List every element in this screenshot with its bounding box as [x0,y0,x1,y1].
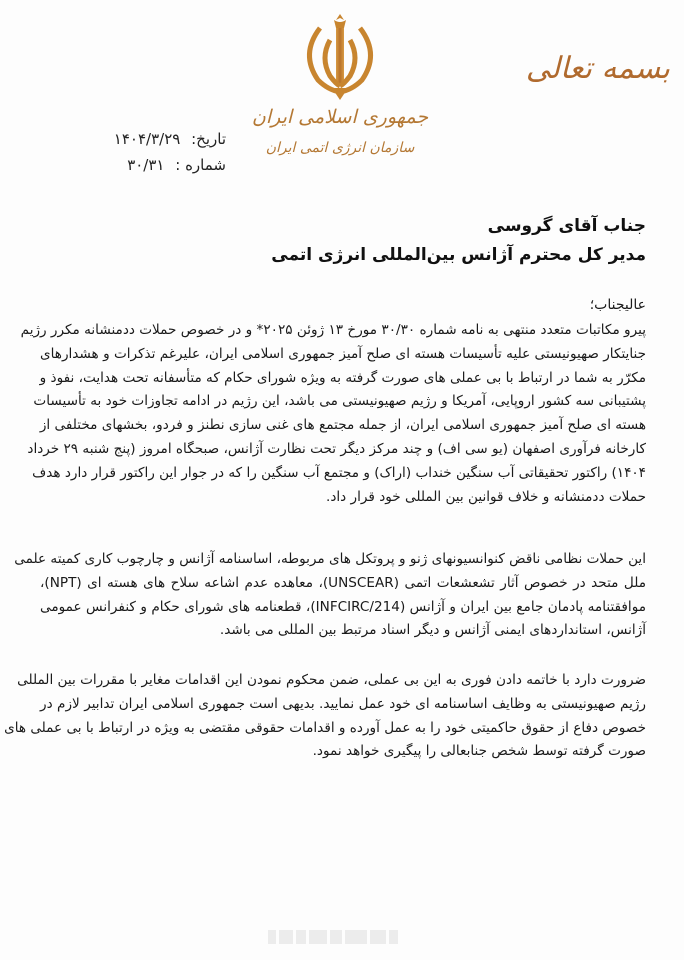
date-label: تاریخ: [191,130,226,148]
paragraph-line: ملل متحد در خصوص آثار تشعشعات اتمی (UNSCEAR)، معاهده عدم اشاعه سلاح های هسته ای (NPT)، [40,574,646,591]
addressee-title: مدیر کل محترم آژانس بین‌المللی انرژی اتمی [271,245,646,265]
paragraph-line: کارخانه فرآوری اصفهان (یو سی اف) و چند مرکز دیگر تحت نظارت آژانس، صبحگاه امروز (پنج شنبه ۲۹ خرداد [27,440,646,457]
organization-logo [232,4,448,174]
paragraph-line: مکرّر به شما در ارتباط با بی عملی های صورت گرفته به ویژه شورای حکام که متأسفانه تحت هدایت، نفوذ و [39,369,646,386]
paragraph-line: صورت گرفته توسط شخص جنابعالی را پیگیری خواهد نمود. [312,743,646,760]
paragraph-line: هسته ای صلح آمیز جمهوری اسلامی ایران، از جمله مجتمع های غنی سازی نطنز و فردو، بخشهای مختلفی از [39,417,646,434]
paragraph-line: موافقتنامه پادمان جامع بین ایران و آژانس (INFCIRC/214)، قطعنامه های شورای حکام و کنفرانس عمومی [40,598,646,615]
paragraph-line: پشتیبانی سه کشور اروپایی، آمریکا و رژیم صهیونیستی می باشد، این رژیم در ادامه تجاوزات خود به تأسیسات [33,393,646,410]
paragraph-2 [14,548,646,643]
paragraph-1 [20,319,646,509]
paragraph-line: آژانس، استانداردهای ایمنی آژانس و دیگر اسناد مرتبط بین المللی می باشد. [219,622,646,639]
organization-line-2: سازمان انرژی اتمی ایران [265,140,415,156]
letter-meta [70,126,226,178]
invocation-calligraphy: بسمه تعالی [525,51,670,86]
addressee-block [271,212,646,270]
paragraph-line: ۱۴۰۴) راکتور تحقیقاتی آب سنگین خنداب (اراک) و مجتمع آب سنگین را که در جوار این راکتور قرار دارد هدف [32,464,646,481]
date-row [70,126,226,152]
paragraph-3 [4,669,646,764]
paragraph-line: خصوص دفاع از حقوق حاکمیتی خود را به عمل آورده و اقدامات حقوقی مقتضی به ویژه در ارتباط با بی عملی های [4,719,646,736]
date-value: ۱۴۰۴/۳/۲۹ [113,130,181,148]
number-value: ۳۰/۳۱ [127,156,165,174]
faded-signature [268,925,418,951]
number-label: شماره : [175,156,226,174]
organization-line-1: جمهوری اسلامی ایران [251,106,429,128]
salutation: عالیجناب؛ [589,297,646,313]
paragraph-line: رژیم صهیونیستی به وظایف اساسنامه ای خود عمل نمایید. بدیهی است جمهوری اسلامی ایران تدابیر لازم در [40,695,646,712]
paragraph-line: پیرو مکاتبات متعدد منتهی به نامه شماره ۳۰/۳۰ مورخ ۱۳ ژوئن ۲۰۲۵* و در خصوص حملات ددمنشانه مکرر رژیم [20,322,646,338]
paragraph-line: حملات ددمنشانه و خلاف قوانین بین المللی خود قرار داد. [326,488,646,505]
addressee-name: جناب آقای گروسی [487,216,646,236]
number-row [70,152,226,178]
iran-emblem-icon [290,10,390,102]
paragraph-line: ضرورت دارد با خاتمه دادن فوری به این بی عملی، ضمن محکوم نمودن این اقدامات مغایر با مقررات بین المللی [17,672,646,688]
paragraph-line: جنایتکار صهیونیستی علیه تأسیسات هسته ای صلح آمیز جمهوری اسلامی ایران، علیرغم تذکرات و هشدارهای [40,345,646,362]
paragraph-line: این حملات نظامی ناقض کنوانسیونهای ژنو و پروتکل های مربوطه، اساسنامه آژانس و چارچوب کاری کمیته علمی [14,551,646,567]
